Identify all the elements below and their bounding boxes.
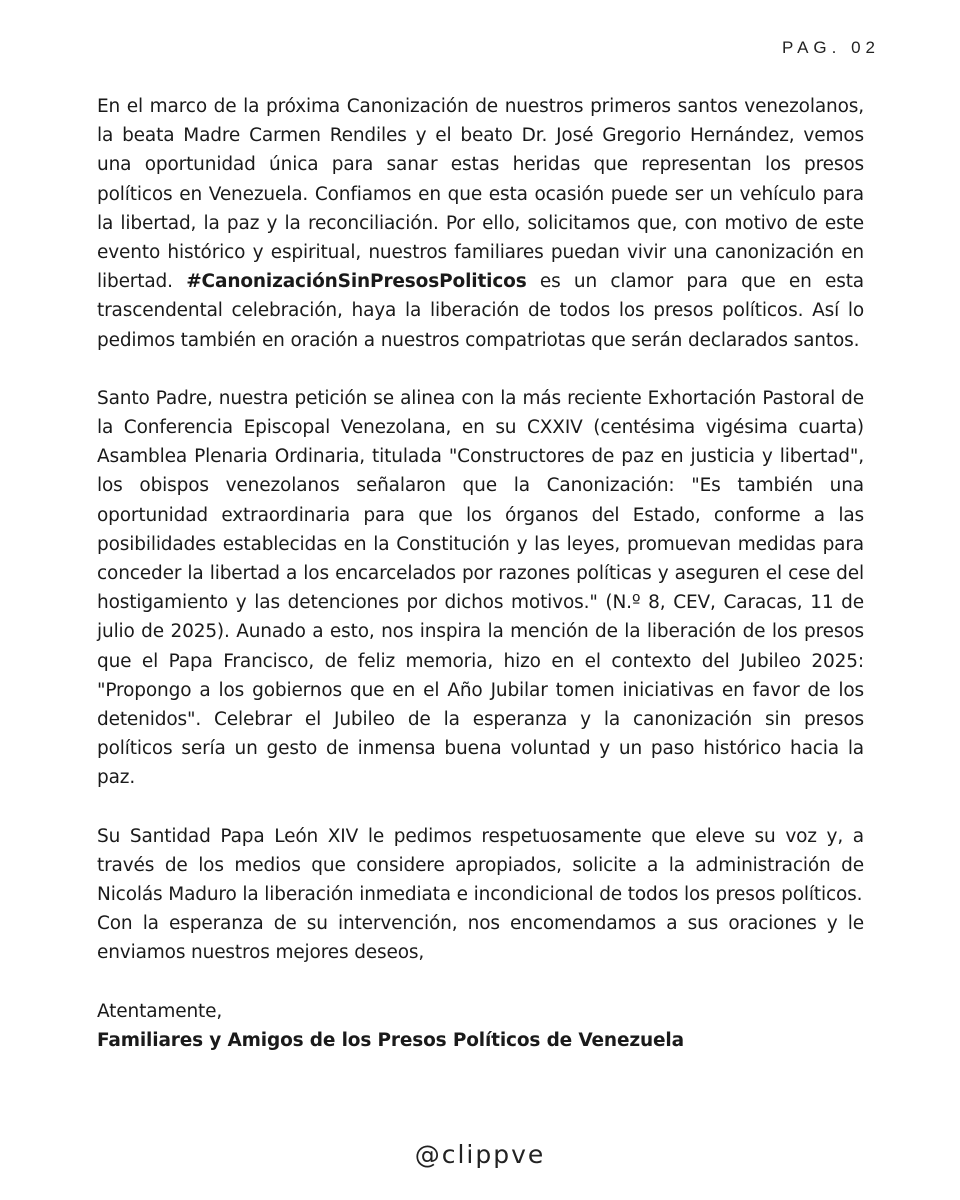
paragraph-request: Su Santidad Papa León XIV le pedimos respetuosamente que eleve su voz y, a través de los medios que considere apropiados, solicite a la administración de Nicolás Maduro la liberación inmediata e incondicional de todos los presos políticos.: [97, 825, 864, 906]
paragraph-canonization-text: En el marco de la próxima Canonización de nuestros primeros santos venezolanos, la beata Madre Carmen Rendiles y el beato Dr. José Gregorio Hernández, vemos una oportunidad única para sanar estas heridas que representan los presos políticos en Venezuela. Confiamos en que esta ocasión puede ser un vehículo para la libertad, la paz y la reconciliación. Por ello, solicitamos que, con motivo de este evento histórico y espiritual, nuestros familiares puedan vivir una canonización en libertad.: [97, 96, 864, 293]
social-handle: @clippve: [414, 1140, 546, 1169]
signature: Familiares y Amigos de los Presos Políticos de Venezuela: [97, 1029, 684, 1051]
letter-body: [97, 92, 864, 1055]
page-number: PAG. 02: [782, 38, 880, 57]
paragraph-exhortation: Santo Padre, nuestra petición se alinea con la más reciente Exhortación Pastoral de la Conferencia Episcopal Venezolana, en su CXXIV (centésima vigésima cuarta) Asamblea Plenaria Ordinaria, titulada "Constructores de paz en justicia y libertad", los obispos venezolanos señalaron que la Canonización: "Es también una oportunidad extraordinaria para que los órganos del Estado, conforme a las posibilidades establecidas en la Constitución y las leyes, promuevan medidas para conceder la libertad a los encarcelados por razones políticas y aseguren el cese del hostigamiento y las detenciones por dichos motivos." (N.º 8, CEV, Caracas, 11 de julio de 2025). Aunado a esto, nos inspira la mención de la liberación de los presos que el Papa Francisco, de feliz memoria, hizo en el contexto del Jubileo 2025: "Propongo a los gobiernos que en el Año Jubilar tomen iniciativas en favor de los detenidos". Celebrar el Jubileo de la esperanza y la canonización sin presos políticos sería un gesto de inmensa buena voluntad y un paso histórico hacia la paz.: [97, 387, 864, 789]
hashtag-canonizacion: #CanonizaciónSinPresosPoliticos: [186, 271, 527, 293]
paragraph-canonization: [97, 92, 864, 355]
paragraph-canonization-text-2: es un clamor para que en esta trascendental celebración, haya la liberación de todos los presos políticos. Así lo pedimos también en oración a nuestros compatriotas que serán declarados santos.: [97, 271, 864, 351]
paragraph-wishes: Con la esperanza de su intervención, nos encomendamos a sus oraciones y le enviamos nuestros mejores deseos,: [97, 913, 864, 964]
closing-salutation: Atentamente,: [97, 1000, 223, 1022]
